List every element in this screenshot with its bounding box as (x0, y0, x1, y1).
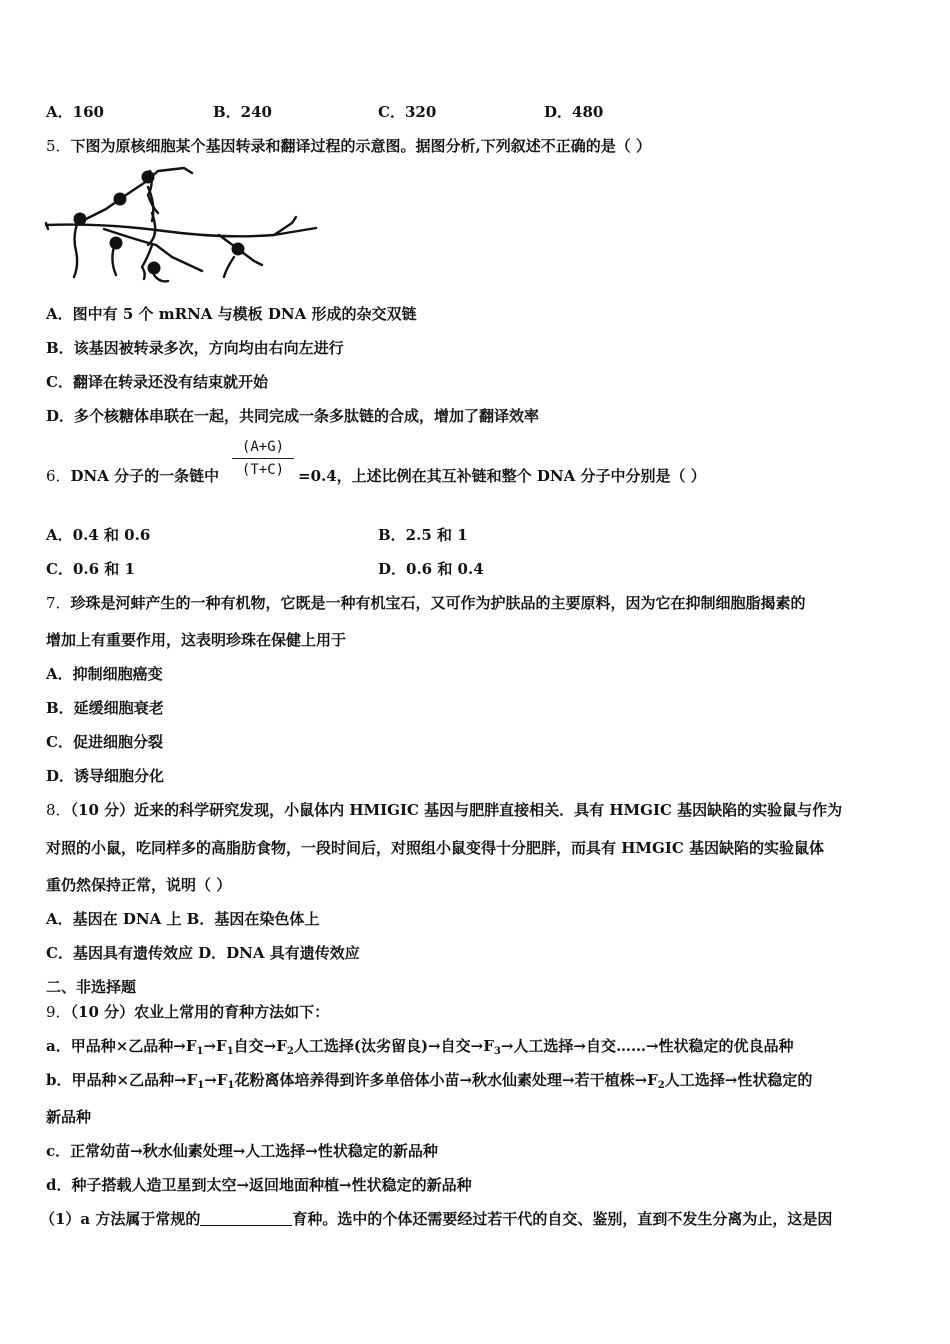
q8-stem-line1 (46, 800, 842, 820)
polypeptide-4 (112, 247, 116, 275)
q9-method-d: d．种子搭载人造卫星到太空→返回地面种植→性状稳定的新品种 (46, 1176, 472, 1194)
q5-option-d: D．多个核糖体串联在一起，共同完成一条多肽链的合成，增加了翻译效率 (46, 407, 540, 425)
q6-option-a: A．0.4 和 0.6 (46, 526, 151, 544)
q7-number: 7． (46, 594, 71, 612)
ribosome-3 (142, 171, 155, 184)
q7-stem-line1-text: 珍珠是河蚌产生的一种有机物，它既是一种有机宝石，又可作为护肤品的主要原料，因为它在抑制细胞脂揭素的 (70, 594, 806, 612)
q9-method-b: b．甲品种×乙品种$\to F_1\to F_1$花粉离体培养得到许多单倍体小苗→秋水仙素处理→若干植株$\to F_2$人工选择→性状稳定的 (46, 1071, 813, 1091)
q9-subquestion-1: （1）a 方法属于常规的 育种。选中的个体还需要经过若干代的自交、鉴别，直到不发生分离为止，这是因 (40, 1210, 833, 1228)
q9-number: 9． (46, 1003, 71, 1021)
q4-option-d: D．480 (544, 103, 604, 121)
q6-option-c: C．0.6 和 1 (46, 560, 135, 578)
q6-option-d: D．0.6 和 0.4 (378, 560, 484, 578)
q5-option-b: B．该基因被转录多次，方向均由右向左进行 (46, 339, 344, 357)
q4-option-b: B．240 (213, 103, 272, 121)
transcription-translation-diagram (44, 165, 320, 287)
q9-stem-text: （10 分）农业上常用的育种方法如下： (70, 1003, 330, 1021)
q6-number: 6． (46, 467, 71, 485)
q4-options (0, 102, 950, 122)
q8-options-line2: C．基因具有遗传效应 D．DNA 具有遗传效应 (46, 944, 360, 962)
q6-fraction-bar (232, 458, 294, 459)
ribosome-2 (114, 193, 127, 206)
ribosome-4 (110, 237, 123, 250)
q6-fraction (230, 437, 296, 480)
q5-stem (46, 136, 651, 156)
q5-number: 5． (46, 137, 71, 155)
polypeptide-7 (154, 275, 168, 281)
q6-stem-after: =0.4，上述比例在其互补链和整个 DNA 分子中分别是（ ） (298, 467, 706, 485)
q5-option-a: A．图中有 5 个 mRNA 与模板 DNA 形成的杂交双链 (46, 305, 417, 323)
mrna-branch-1 (80, 168, 192, 222)
q8-stem-line1-text: （10 分）近来的科学研究发现，小鼠体内 HMIGIC 基因与肥胖直接相关．具有 HMGIC 基因缺陷的实验鼠与作为 (70, 801, 843, 819)
q6-option-b: B．2.5 和 1 (378, 526, 468, 544)
q9-method-b-line2: 新品种 (46, 1108, 92, 1126)
q9-stem (46, 1002, 329, 1022)
q5-option-c: C．翻译在转录还没有结束就开始 (46, 373, 268, 391)
answer-blank[interactable] (200, 1211, 292, 1226)
q9-method-c: c．正常幼苗→秋水仙素处理→人工选择→性状稳定的新品种 (46, 1142, 438, 1160)
q8-options-line1: A．基因在 DNA 上 B．基因在染色体上 (46, 910, 320, 928)
ribosome-6 (232, 243, 245, 256)
q7-option-d: D．诱导细胞分化 (46, 767, 165, 785)
q5-stem-text: 下图为原核细胞某个基因转录和翻译过程的示意图。据图分析,下列叙述不正确的是（ ） (70, 137, 651, 155)
q6-stem-before (46, 466, 219, 486)
q7-option-a: A．抑制细胞癌变 (46, 665, 163, 683)
ribosome-1 (74, 213, 87, 226)
q4-option-c: C．320 (378, 103, 437, 121)
q7-stem-line2: 增加上有重要作用，这表明珍珠在保健上用于 (46, 631, 347, 649)
q6-fraction-numerator: (A+G) (241, 439, 285, 455)
section2-title: 二、非选择题 (46, 978, 137, 996)
q8-stem-line3: 重仍然保持正常，说明（ ） (46, 876, 232, 894)
q9-method-a: a．甲品种×乙品种$\to F_1\to F_1$自交$\to F_2$人工选择(汰劣留良)→自交$\to F_3\to$人工选择→自交……→性状稳定的优良品种 (46, 1037, 794, 1057)
q7-stem-line1 (46, 593, 806, 613)
q7-option-b: B．延缓细胞衰老 (46, 699, 164, 717)
polypeptide-8 (224, 257, 234, 277)
polypeptide-1 (74, 219, 79, 277)
q8-stem-line2: 对照的小鼠，吃同样多的高脂肪食物，一段时间后，对照组小鼠变得十分肥胖，而具有 HMGIC 基因缺陷的实验鼠体 (46, 839, 824, 857)
ribosome-5 (148, 262, 161, 275)
q4-option-a: A．160 (46, 103, 104, 121)
polypeptide-5 (142, 245, 152, 279)
q6-stem-before-text: DNA 分子的一条链中 (70, 467, 220, 485)
q7-option-c: C．促进细胞分裂 (46, 733, 163, 751)
q6-fraction-denominator: (T+C) (241, 462, 285, 478)
q8-number: 8． (46, 801, 71, 819)
